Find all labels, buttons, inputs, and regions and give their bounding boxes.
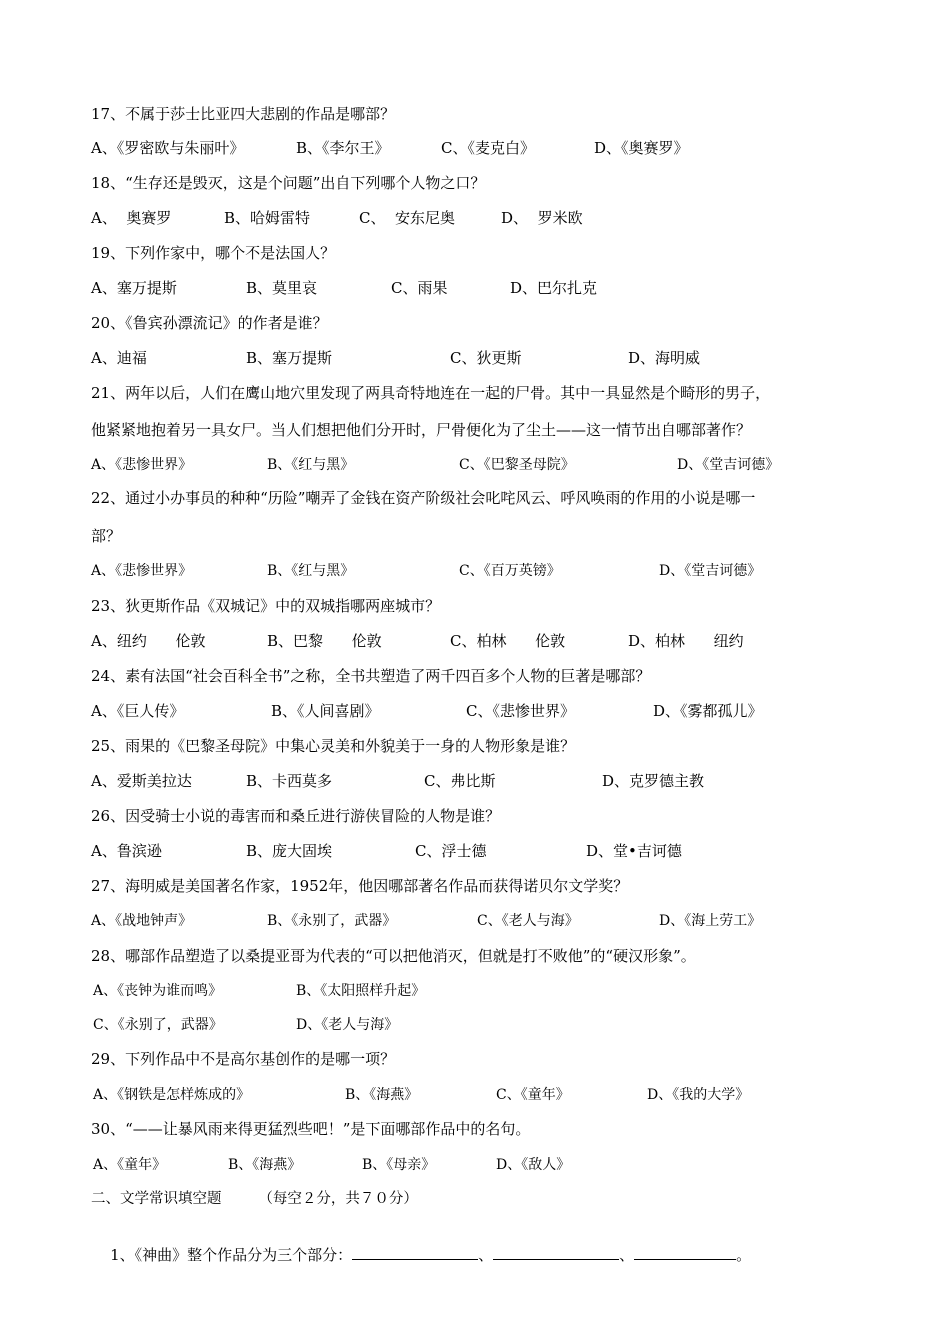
option-a: A、《罗密欧与朱丽叶》 <box>91 139 245 157</box>
option-c: C、柏林 伦敦 <box>450 632 566 650</box>
fill-1-sep1: 、 <box>478 1246 494 1264</box>
question-18-stem: 18、“生存还是毁灭，这是个问题”出自下列哪个人物之口？ <box>91 174 486 192</box>
question-29-options <box>91 1085 851 1105</box>
question-29-stem: 29、下列作品中不是高尔基创作的是哪一项？ <box>91 1050 396 1068</box>
fill-question-1 <box>91 1224 851 1285</box>
question-19-options <box>91 278 851 298</box>
option-c: C、浮士德 <box>415 842 487 860</box>
option-b: B、塞万提斯 <box>246 349 333 367</box>
option-b: B、《李尔王》 <box>296 139 390 157</box>
option-d: D、《堂吉诃德》 <box>659 563 762 579</box>
section-2-heading: 二、文学常识填空题 （每空２分，共７０分） <box>91 1191 418 1207</box>
option-a: A、《悲惨世界》 <box>91 563 193 579</box>
fill-1-stem: 1、《神曲》整个作品分为三个部分： <box>110 1246 353 1264</box>
option-b: B、哈姆雷特 <box>224 209 311 227</box>
question-30-stem: 30、“——让暴风雨来得更猛烈些吧！”是下面哪部作品中的名句。 <box>91 1120 531 1138</box>
option-a: A、《巨人传》 <box>91 702 185 720</box>
question-28-options-row2 <box>91 1015 851 1035</box>
option-d: D、柏林 纽约 <box>628 632 744 650</box>
question-27-stem: 27、海明威是美国著名作家，1952年，他因哪部著名作品而获得诺贝尔文学奖？ <box>91 877 629 895</box>
option-b: B、《海燕》 <box>345 1087 419 1103</box>
question-24-options <box>91 701 851 721</box>
question-17-options <box>91 138 851 158</box>
question-18-options <box>91 208 851 228</box>
option-c: C、雨果 <box>391 279 448 297</box>
option-c: C、《永别了，武器》 <box>93 1017 223 1033</box>
option-d: D、巴尔扎克 <box>510 279 598 297</box>
option-a: A、爱斯美拉达 <box>91 772 192 790</box>
option-a: A、《悲惨世界》 <box>91 457 193 473</box>
question-22-stem-line1: 22、通过小办事员的种种“历险”嘲弄了金钱在资产阶级社会叱咤风云、呼风唤雨的作用的小说是哪一 <box>91 489 756 507</box>
option-c: C、《巴黎圣母院》 <box>459 457 575 473</box>
question-20-stem: 20、《鲁宾孙漂流记》的作者是谁？ <box>91 314 328 332</box>
option-c: C、《悲惨世界》 <box>466 702 575 720</box>
question-24-stem: 24、素有法国“社会百科全书”之称，全书共塑造了两千四百多个人物的巨著是哪部？ <box>91 667 651 685</box>
option-a: A、《童年》 <box>93 1157 167 1173</box>
question-25-stem: 25、雨果的《巴黎圣母院》中集心灵美和外貌美于一身的人物形象是谁？ <box>91 737 576 755</box>
option-b: B、《红与黑》 <box>267 457 355 473</box>
option-a: A、 奥赛罗 <box>91 209 172 227</box>
fill-1-sep2: 、 <box>619 1246 635 1264</box>
option-a: A、纽约 伦敦 <box>91 632 206 650</box>
blank-2[interactable] <box>493 1244 619 1260</box>
option-d: D、《雾都孤儿》 <box>653 702 763 720</box>
question-22-options <box>91 561 851 581</box>
question-30-options <box>91 1155 851 1175</box>
option-b: B、卡西莫多 <box>246 772 333 790</box>
option-c: C、《百万英镑》 <box>459 563 561 579</box>
option-d: D、《海上劳工》 <box>659 913 762 929</box>
question-17-stem: 17、不属于莎士比亚四大悲剧的作品是哪部？ <box>91 105 396 123</box>
option-a: A、《钢铁是怎样炼成的》 <box>93 1087 251 1103</box>
option-b: B、《太阳照样升起》 <box>296 983 426 999</box>
option-a: A、《丧钟为谁而鸣》 <box>93 983 223 999</box>
question-27-options <box>91 911 851 931</box>
question-25-options <box>91 771 851 791</box>
blank-3[interactable] <box>634 1244 736 1260</box>
question-23-stem: 23、狄更斯作品《双城记》中的双城指哪两座城市？ <box>91 597 441 615</box>
question-21-stem-line1: 21、两年以后，人们在鹰山地穴里发现了两具奇特地连在一起的尸骨。其中一具显然是个畸形的男子， <box>91 384 771 402</box>
option-a: A、迪福 <box>91 349 147 367</box>
option-b: B、莫里哀 <box>246 279 318 297</box>
question-21-options <box>91 455 851 475</box>
option-b: B、《海燕》 <box>228 1157 302 1173</box>
option-d: D、《奥赛罗》 <box>594 139 689 157</box>
option-b: B、《人间喜剧》 <box>271 702 380 720</box>
option-a: A、塞万提斯 <box>91 279 177 297</box>
question-21-stem-line2: 他紧紧地抱着另一具女尸。当人们想把他们分开时，尸骨便化为了尘土——这一情节出自哪部著作？ <box>91 421 752 439</box>
option-c: C、狄更斯 <box>450 349 522 367</box>
option-c: C、弗比斯 <box>424 772 496 790</box>
option-c: C、《童年》 <box>496 1087 570 1103</box>
option-c: C、 安东尼奥 <box>359 209 456 227</box>
question-19-stem: 19、下列作家中，哪个不是法国人？ <box>91 244 336 262</box>
question-20-options <box>91 348 851 368</box>
option-d: D、堂•吉诃德 <box>586 842 682 860</box>
option-d: D、《堂吉诃德》 <box>677 457 780 473</box>
fill-1-end: 。 <box>736 1246 752 1264</box>
option-c: C、《麦克白》 <box>441 139 535 157</box>
option-d: D、克罗德主教 <box>602 772 705 790</box>
option-c: C、《老人与海》 <box>477 913 579 929</box>
option-b-second: B、《母亲》 <box>362 1157 436 1173</box>
blank-1[interactable] <box>352 1244 478 1260</box>
option-a: A、鲁滨逊 <box>91 842 162 860</box>
option-d: D、海明威 <box>628 349 701 367</box>
option-b: B、庞大固埃 <box>246 842 333 860</box>
question-28-options-row1 <box>91 981 851 1001</box>
question-26-stem: 26、因受骑士小说的毒害而和桑丘进行游侠冒险的人物是谁？ <box>91 807 501 825</box>
option-b: B、《红与黑》 <box>267 563 355 579</box>
question-26-options <box>91 841 851 861</box>
option-b: B、《永别了，武器》 <box>267 913 397 929</box>
option-d: D、《敌人》 <box>496 1157 571 1173</box>
question-28-stem: 28、哪部作品塑造了以桑提亚哥为代表的“可以把他消灭，但就是打不败他”的“硬汉形象”。 <box>91 947 696 965</box>
option-a: A、《战地钟声》 <box>91 913 193 929</box>
option-d: D、 罗米欧 <box>501 209 583 227</box>
option-d: D、《我的大学》 <box>647 1087 750 1103</box>
question-23-options <box>91 631 851 651</box>
option-d: D、《老人与海》 <box>296 1017 399 1033</box>
option-b: B、巴黎 伦敦 <box>267 632 382 650</box>
question-22-stem-line2: 部？ <box>91 527 122 545</box>
